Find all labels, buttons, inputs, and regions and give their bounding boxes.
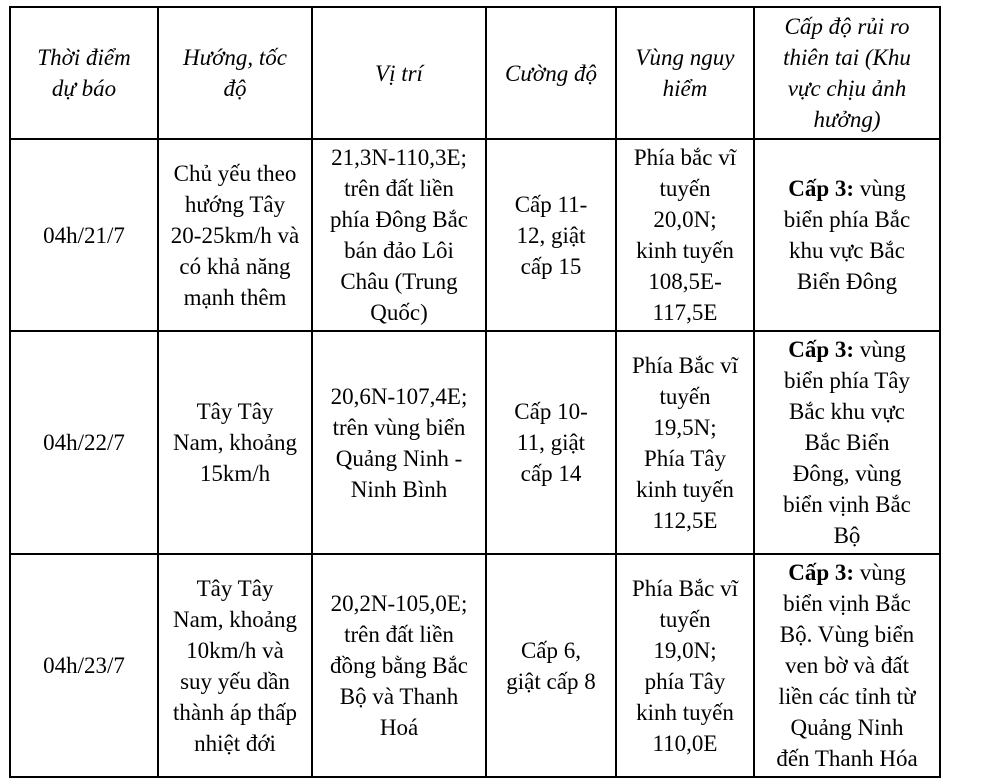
header-direction-speed-text: Hướng, tốc độ bbox=[182, 45, 288, 101]
cell-risk bbox=[754, 554, 940, 777]
cell-position bbox=[312, 139, 486, 331]
cell-time bbox=[10, 331, 158, 554]
risk-area-text: vùng biển phía Bắc khu vực Bắc Biển Đông bbox=[783, 176, 911, 294]
cell-direction-text: Chủ yếu theo hướng Tây 20-25km/h và có khả năng mạnh thêm bbox=[170, 160, 300, 310]
cell-position-text: 20,2N-105,0E; trên đất liền đồng bằng Bắc Bộ và Thanh Hoá bbox=[330, 591, 468, 740]
cell-intensity-text: Cấp 11- 12, giật cấp 15 bbox=[514, 191, 588, 279]
cell-position-text: 20,6N-107,4E; trên vùng biển Quảng Ninh - Ninh Bình bbox=[330, 383, 468, 502]
cell-danger-zone bbox=[616, 331, 754, 554]
cell-risk-text bbox=[761, 557, 933, 774]
header-risk-level-text: Cấp độ rủi ro thiên tai (Khu vực chịu ảnh hưởng) bbox=[783, 14, 911, 132]
cell-time bbox=[10, 139, 158, 331]
cell-position-text: 21,3N-110,3E; trên đất liền phía Đông Bắc bán đảo Lôi Châu (Trung Quốc) bbox=[330, 145, 468, 325]
table-row bbox=[10, 331, 940, 554]
cell-direction-text: Tây Tây Nam, khoảng 10km/h và suy yếu dần thành áp thấp nhiệt đới bbox=[173, 575, 297, 756]
cell-danger-zone bbox=[616, 554, 754, 777]
cell-danger-zone bbox=[616, 139, 754, 331]
storm-forecast-table bbox=[9, 6, 941, 778]
header-danger-zone-text: Vùng nguy hiểm bbox=[635, 45, 735, 101]
cell-risk-text bbox=[761, 334, 933, 551]
cell-time-text: 04h/23/7 bbox=[43, 653, 125, 678]
header-position bbox=[312, 7, 486, 139]
header-position-text: Vị trí bbox=[375, 60, 423, 86]
cell-risk bbox=[754, 139, 940, 331]
cell-position bbox=[312, 331, 486, 554]
header-intensity bbox=[486, 7, 616, 139]
cell-intensity-text: Cấp 10- 11, giật cấp 14 bbox=[514, 399, 588, 486]
header-risk-level bbox=[754, 7, 940, 139]
table-row bbox=[10, 554, 940, 777]
table-header-row bbox=[10, 7, 940, 139]
cell-time bbox=[10, 554, 158, 777]
risk-level-label: Cấp 3: bbox=[788, 337, 855, 362]
risk-area-text: vùng biển vịnh Bắc Bộ. Vùng biển ven bờ và đất liền các tỉnh từ Quảng Ninh đến Thanh Hóa bbox=[776, 560, 918, 771]
cell-intensity bbox=[486, 554, 616, 777]
forecast-document bbox=[9, 6, 941, 778]
header-forecast-time bbox=[10, 7, 158, 139]
cell-risk bbox=[754, 331, 940, 554]
risk-area-text: vùng biển phía Tây Bắc khu vực Bắc Biển Đông, vùng biển vịnh Bắc Bộ bbox=[783, 337, 911, 548]
cell-direction-text: Tây Tây Nam, khoảng 15km/h bbox=[173, 399, 297, 486]
cell-danger-zone-text: Phía bắc vĩ tuyến 20,0N; kinh tuyến 108,5E- 117,5E bbox=[633, 145, 737, 325]
cell-position bbox=[312, 554, 486, 777]
cell-time-text: 04h/22/7 bbox=[43, 430, 125, 455]
cell-time-text: 04h/21/7 bbox=[43, 222, 125, 248]
cell-direction bbox=[158, 554, 312, 777]
cell-intensity-text: Cấp 6, giật cấp 8 bbox=[506, 637, 596, 694]
header-danger-zone bbox=[616, 7, 754, 139]
cell-intensity bbox=[486, 331, 616, 554]
header-forecast-time-text: Thời điểm dự báo bbox=[37, 45, 131, 101]
cell-danger-zone-text: Phía Bắc vĩ tuyến 19,5N; Phía Tây kinh tuyến 112,5E bbox=[631, 352, 739, 533]
cell-danger-zone-text: Phía Bắc vĩ tuyến 19,0N; phía Tây kinh tuyến 110,0E bbox=[631, 575, 739, 756]
cell-risk-text bbox=[761, 173, 933, 297]
cell-direction bbox=[158, 139, 312, 331]
cell-direction bbox=[158, 331, 312, 554]
risk-level-label: Cấp 3: bbox=[788, 560, 855, 585]
table-row bbox=[10, 139, 940, 331]
header-direction-speed bbox=[158, 7, 312, 139]
header-intensity-text: Cường độ bbox=[505, 60, 597, 86]
cell-intensity bbox=[486, 139, 616, 331]
risk-level-label: Cấp 3: bbox=[788, 176, 855, 201]
